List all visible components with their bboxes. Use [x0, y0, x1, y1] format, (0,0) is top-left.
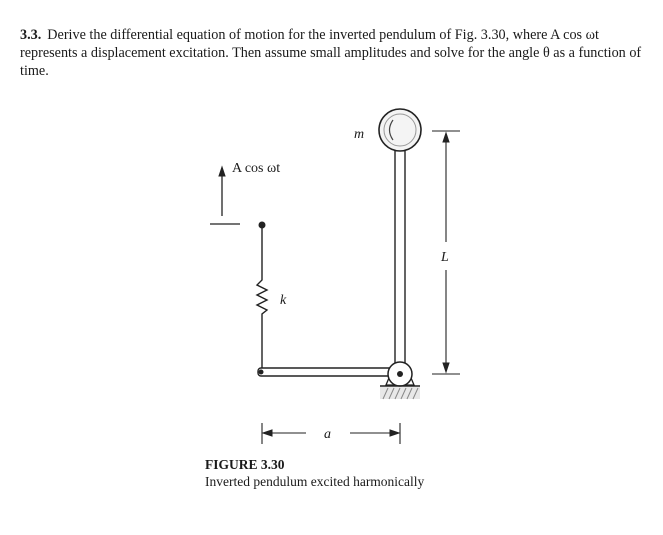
problem-number: 3.3. [20, 27, 42, 43]
length-label: L [441, 250, 449, 265]
excitation-label: A cos ωt [232, 161, 281, 176]
distance-label: a [324, 427, 331, 442]
distance-dimension [262, 423, 400, 444]
lever-end-pin [259, 370, 264, 375]
mass-label: m [354, 127, 365, 142]
spring-top-pivot [259, 222, 266, 229]
pendulum-mass [379, 109, 421, 151]
pendulum-rod [395, 148, 405, 370]
spring [257, 228, 267, 368]
spring-label: k [280, 293, 287, 308]
figure-caption [205, 456, 424, 490]
problem-text: Derive the differential equation of motion for the inverted pendulum of Fig. 3.30, where A cos ωt represents a displacement excitation. Then assume small amplitudes and solve for the angle θ as a function of time. [20, 27, 642, 79]
figure-caption-title: FIGURE 3.30 [205, 457, 285, 472]
lever-arm [258, 368, 398, 376]
figure-caption-text: Inverted pendulum excited harmonically [205, 474, 425, 489]
